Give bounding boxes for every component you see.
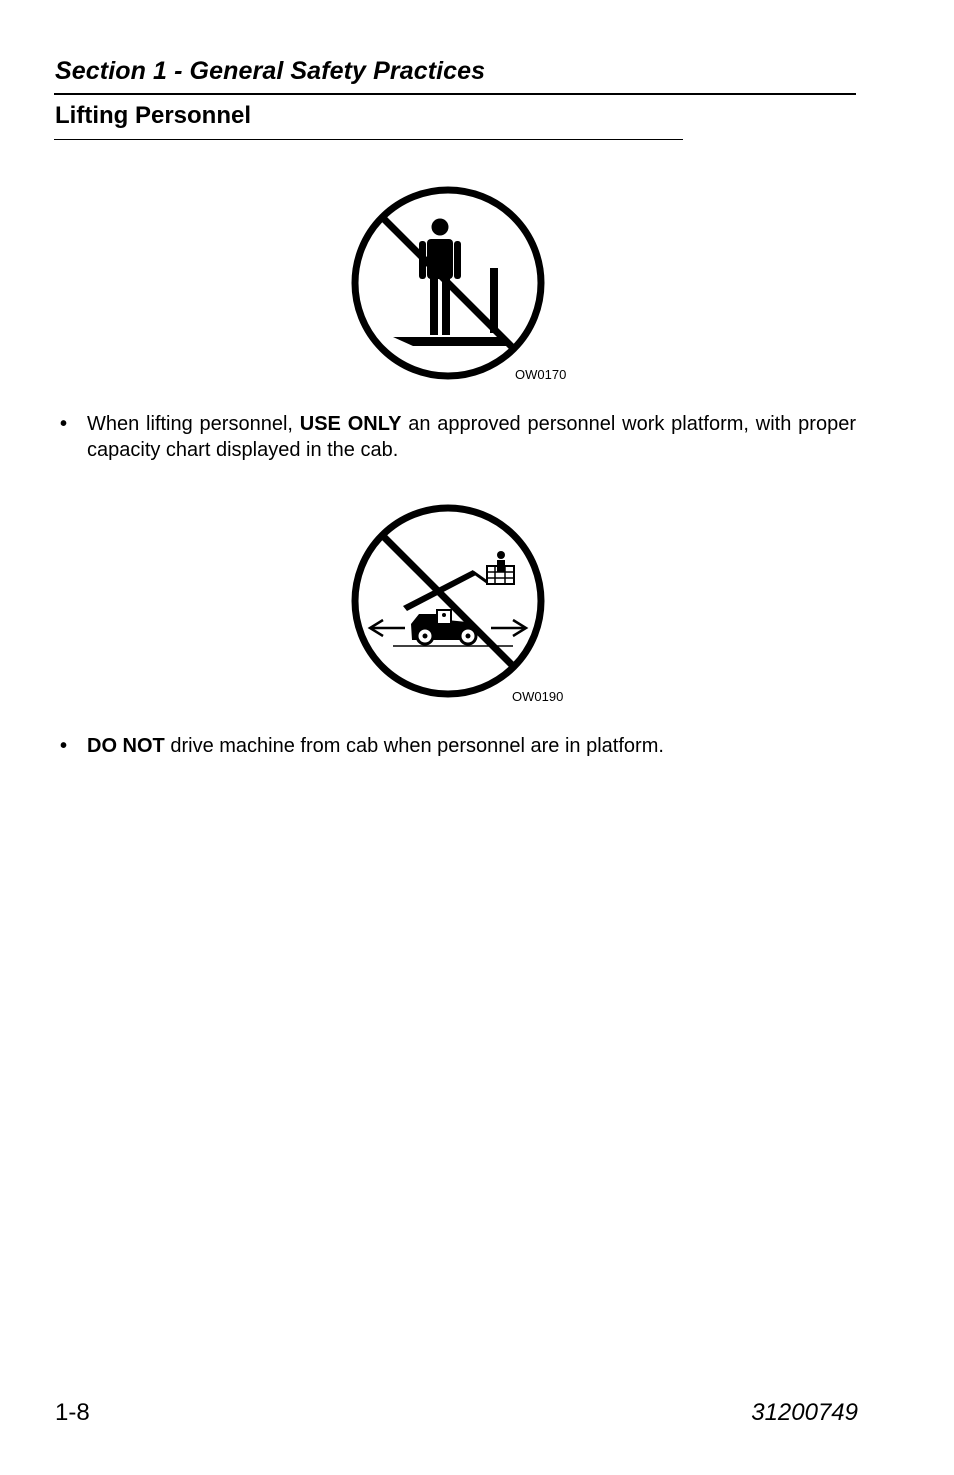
- bullet-text: DO NOT drive machine from cab when personnel are in platform.: [87, 735, 664, 757]
- bullet-text: When lifting personnel, USE ONLY an approved personnel work platform, with proper capacity chart displayed in the cab.: [87, 413, 856, 461]
- bullet-item-do-not: [60, 733, 856, 759]
- bullet-item-use-only: [60, 411, 856, 463]
- emphasis-do-not: DO NOT: [87, 735, 165, 757]
- bullet-dot: •: [60, 735, 68, 757]
- figure-code: OW0170: [515, 367, 567, 382]
- no-driving-with-personnel-icon: [345, 500, 585, 705]
- bullet-dot: •: [60, 413, 68, 435]
- figure-no-driving: [345, 500, 585, 705]
- doc-number: 31200749: [751, 1399, 858, 1426]
- emphasis-use-only: USE ONLY: [299, 413, 402, 435]
- figure-no-riding-forks: [345, 180, 585, 385]
- figure-code: OW0190: [512, 689, 564, 704]
- no-standing-on-forks-icon: [345, 180, 585, 385]
- page-number: 1-8: [55, 1399, 90, 1426]
- subsection-title: Lifting Personnel: [55, 102, 252, 129]
- section-title: Section 1 - General Safety Practices: [55, 57, 486, 85]
- subsection-rule: [54, 139, 683, 140]
- section-rule: [54, 93, 856, 95]
